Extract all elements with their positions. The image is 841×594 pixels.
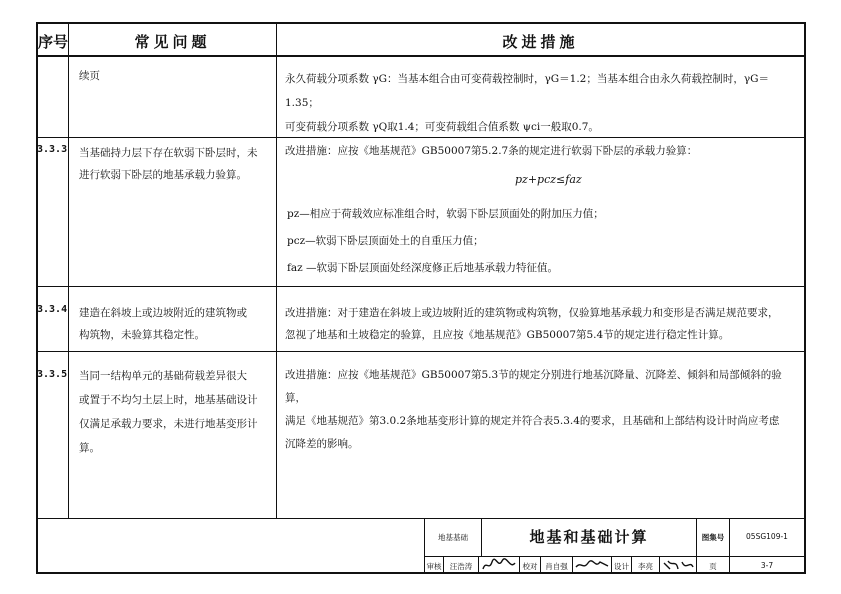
tb-check-label: 校对 [522, 562, 538, 571]
tb-category: 地基基础 [438, 533, 468, 542]
reviewer-signature-icon [480, 557, 518, 573]
tb-atlas-no: 05SG109-1 [746, 532, 788, 541]
tb-design-label: 设计 [614, 562, 629, 571]
header-index: 序号 [38, 33, 69, 51]
row-2-def-3: faz —软弱下卧层顶面处经深度修正后地基承载力特征值。 [287, 262, 559, 274]
row-2-problem-line-2: 进行软弱下卧层的地基承载力验算。 [79, 169, 247, 181]
tb-reviewer-signature [480, 557, 518, 576]
row-divider-2 [36, 286, 806, 287]
tb-atlas-label: 图集号 [701, 533, 725, 542]
row-1-problem [79, 67, 274, 86]
row-2-problem [79, 142, 274, 186]
tb-reviewer: 汪浩涛 [449, 562, 473, 571]
tb-designer: 李亮 [638, 562, 653, 571]
row-4-measure [285, 364, 800, 456]
header-measure: 改进措施 [502, 33, 579, 51]
row-4-problem-line-2: 或置于不均匀土层上时，地基基础设计 [79, 394, 258, 406]
col-divider-1 [68, 22, 69, 518]
row-4-problem-line-3: 仅满足承载力要求，未进行地基变形计 [79, 418, 258, 430]
row-4-measure-line-2: 满足《地基规范》第3.0.2条地基变形计算的规定并符合表5.3.4的要求，且基础和上部结构设计时尚应考虑 [285, 415, 780, 427]
frame-top [36, 22, 806, 24]
row-2-def-2: pcz—软弱下卧层顶面处土的自重压力值； [287, 235, 484, 247]
row-3-measure-line-2: 忽视了地基和土坡稳定的验算，且应按《地基规范》GB50007第5.4节的规定进行稳定性计算。 [285, 329, 730, 341]
row-4-problem-line-1: 当同一结构单元的基础荷载差异很大 [79, 370, 247, 382]
tb-sig-div-2 [478, 556, 479, 574]
tb-title: 地基和基础计算 [529, 528, 649, 546]
row-1-measure-line-2: 可变荷载分项系数 γQ取1.4；可变荷载组合值系数 ψci一般取0.7。 [285, 121, 599, 133]
checker-signature-icon [573, 557, 611, 573]
row-4-measure-line-1: 改进措施：应按《地基规范》GB50007第5.3节的规定分别进行地基沉降量、沉降差、倾斜和局部倾斜的验算， [285, 369, 782, 404]
frame-left [36, 22, 38, 574]
header-problem: 常见问题 [134, 33, 211, 51]
tb-checker-signature [573, 557, 611, 576]
tb-page-no: 3-7 [760, 561, 774, 570]
tb-page-label: 页 [709, 562, 717, 571]
row-2-formula: pz+pcz≤faz [515, 173, 582, 186]
row-3-measure [285, 302, 800, 346]
row-2-def-1: pz—相应于荷载效应标准组合时，软弱下卧层顶面处的附加压力值； [287, 208, 604, 220]
row-2-defs [287, 201, 802, 282]
row-4-problem [79, 364, 274, 460]
tb-designer-signature [660, 557, 696, 576]
row-2-num: 3.3.3 [37, 144, 68, 155]
tb-checker: 肖自强 [545, 562, 568, 571]
header-divider [36, 55, 806, 57]
tb-review-label: 审核 [426, 562, 442, 571]
row-4-measure-line-3: 沉降差的影响。 [285, 438, 359, 450]
row-1-measure [285, 67, 800, 139]
row-divider-3 [36, 351, 806, 352]
row-3-problem-line-2: 构筑物，未验算其稳定性。 [79, 329, 205, 341]
row-3-problem-line-1: 建造在斜坡上或边坡附近的建筑物或 [79, 307, 247, 319]
row-3-num: 3.3.4 [37, 304, 68, 315]
row-3-measure-line-1: 改进措施：对于建造在斜坡上或边坡附近的建筑物或构筑物，仅验算地基承载力和变形是否满足规范要求， [285, 307, 779, 319]
frame-right [804, 22, 806, 574]
row-2-measure-intro: 改进措施：应按《地基规范》GB50007第5.2.7条的规定进行软弱下卧层的承载力验算： [285, 145, 698, 157]
designer-signature-icon [660, 557, 696, 573]
col-divider-2 [276, 22, 277, 518]
row-4-problem-line-4: 算。 [79, 442, 100, 454]
titleblock-top [36, 518, 806, 519]
row-1-problem-line: 续页 [79, 70, 100, 82]
row-3-problem [79, 302, 274, 346]
row-4-num: 3.3.5 [37, 369, 68, 380]
row-2-problem-line-1: 当基础持力层下存在软弱下卧层时，未 [79, 147, 258, 159]
row-1-measure-line-1: 永久荷载分项系数 γG：当基本组合由可变荷载控制时，γG＝1.2；当基本组合由永久荷载控制时，γG＝1.35； [285, 73, 770, 109]
